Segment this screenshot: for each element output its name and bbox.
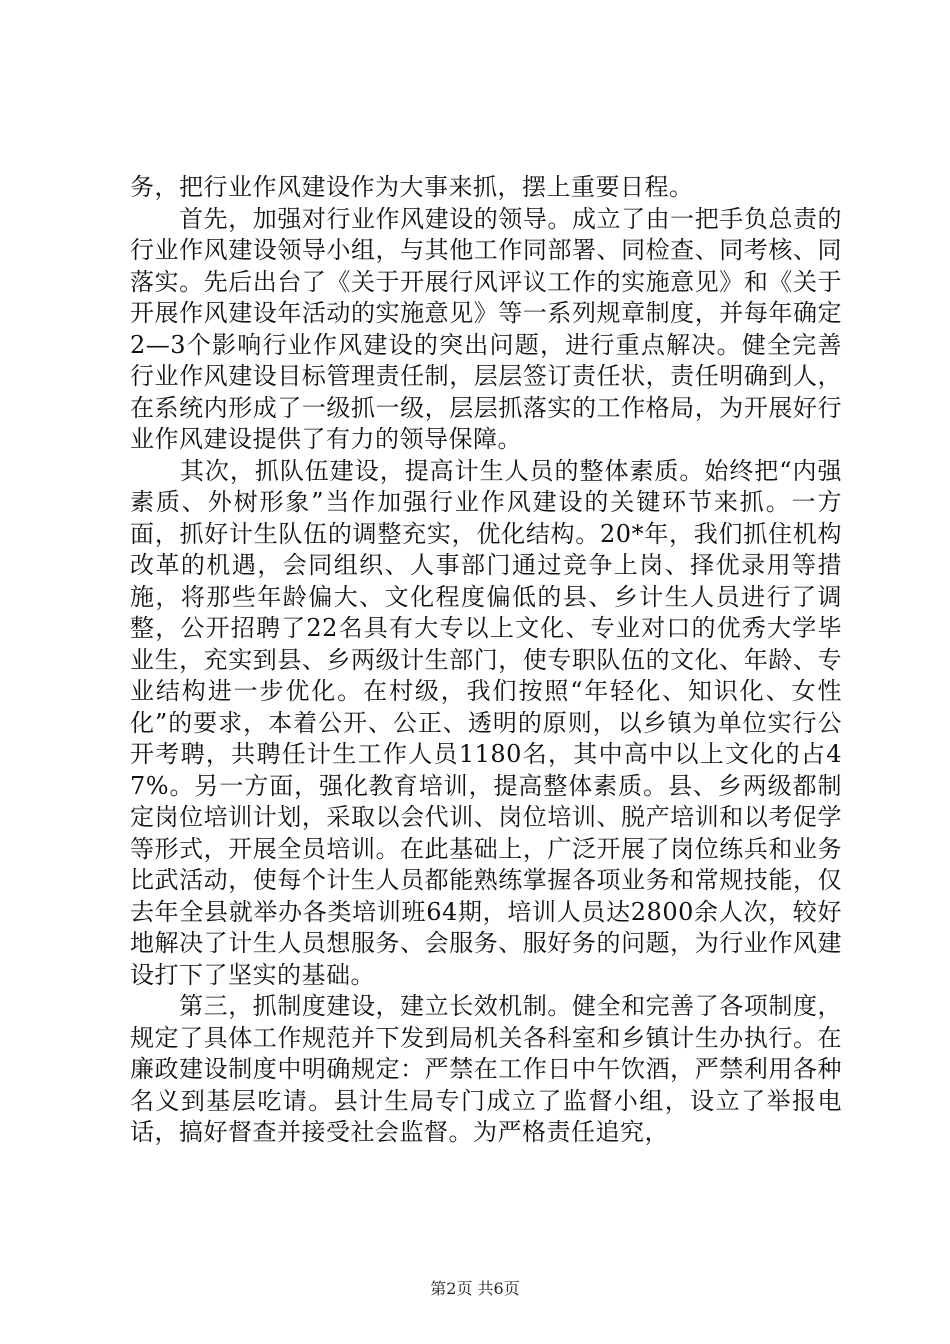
paragraph-continuation: 务，把行业作风建设作为大事来抓，摆上重要日程。: [130, 173, 694, 201]
paragraph-system-building: 第三，抓制度建设，建立长效机制。健全和完善了各项制度，规定了具体工作规范并下发到局机关各科室和乡镇计生办执行。在廉政建设制度中明确规定：严禁在工作日中午饮酒，严禁利用各种名义到基层吃请。县计生局专门成立了监督小组，设立了举报电话，搞好督查并接受社会监督。为严格责任追究，: [130, 992, 842, 1146]
page-footer: 第2页 共6页: [430, 1279, 520, 1298]
paragraph-leadership: 首先，加强对行业作风建设的领导。成立了由一把手负总责的行业作风建设领导小组，与其他工作同部署、同检查、同考核、同落实。先后出台了《关于开展行风评议工作的实施意见》和《关于开展作风建设年活动的实施意见》等一系列规章制度，并每年确定2—3个影响行业作风建设的突出问题，进行重点解决。健全完善行业作风建设目标管理责任制，层层签订责任状，责任明确到人，在系统内形成了一级抓一级，层层抓落实的工作格局，为开展好行业作风建设提供了有力的领导保障。: [130, 204, 842, 453]
document-body: [130, 172, 842, 1149]
paragraph-team-building: 其次，抓队伍建设，提高计生人员的整体素质。始终把“内强素质、外树形象”当作加强行业作风建设的关键环节来抓。一方面，抓好计生队伍的调整充实，优化结构。20*年，我们抓住机构改革的机遇，会同组织、人事部门通过竞争上岗、择优录用等措施，将那些年龄偏大、文化程度偏低的县、乡计生人员进行了调整，公开招聘了22名具有大专以上文化、专业对口的优秀大学毕业生，充实到县、乡两级计生部门，使专职队伍的文化、年龄、专业结构进一步优化。在村级，我们按照“年轻化、知识化、女性化”的要求，本着公开、公正、透明的原则，以乡镇为单位实行公开考聘，共聘任计生工作人员1180名，其中高中以上文化的占47%。另一方面，强化教育培训，提高整体素质。县、乡两级都制定岗位培训计划，采取以会代训、岗位培训、脱产培训和以考促学等形式，开展全员培训。在此基础上，广泛开展了岗位练兵和业务比武活动，使每个计生人员都能熟练掌握各项业务和常规技能，仅去年全县就举办各类培训班64期，培训人员达2800余人次，较好地解决了计生人员想服务、会服务、服好务的问题，为行业作风建设打下了坚实的基础。: [130, 456, 842, 989]
